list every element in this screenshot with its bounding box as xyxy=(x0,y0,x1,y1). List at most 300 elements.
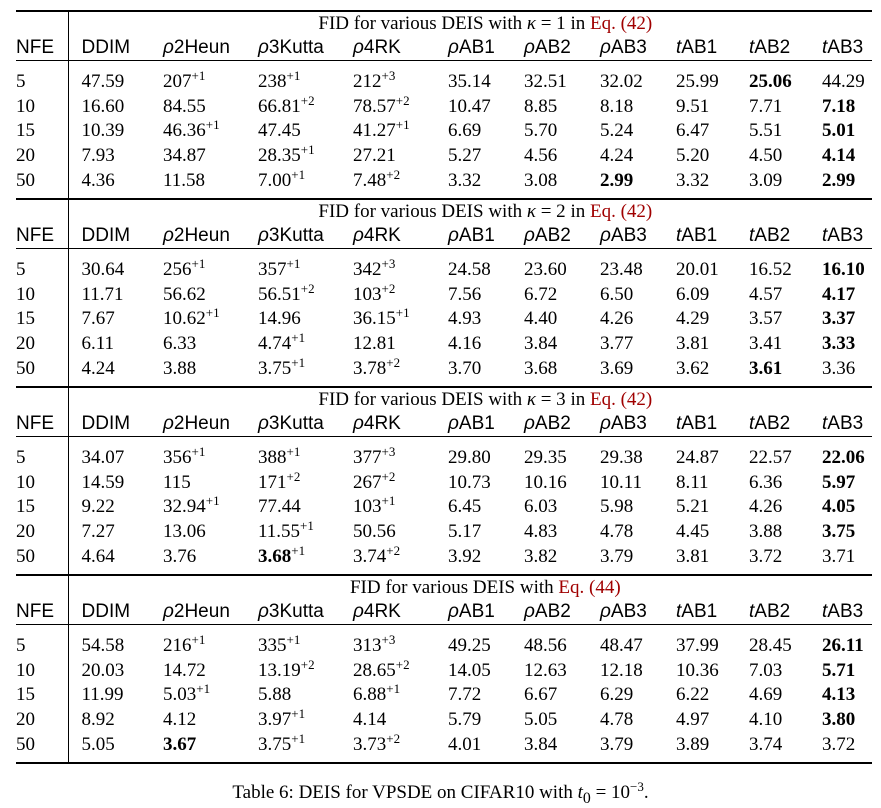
cell-value: 48.56 xyxy=(524,635,567,657)
fid-value xyxy=(68,283,150,308)
fid-value xyxy=(511,708,587,733)
fid-value xyxy=(809,283,872,308)
fid-value xyxy=(809,61,872,95)
column-header-9 xyxy=(736,223,809,249)
cell-superscript: +1 xyxy=(291,705,306,721)
fid-value xyxy=(511,356,587,387)
cell-value: 8.18 xyxy=(600,95,634,117)
fid-value xyxy=(663,659,736,684)
block-title xyxy=(68,199,872,223)
fid-value xyxy=(736,520,809,545)
cell-superscript: +1 xyxy=(395,305,410,321)
column-header-4 xyxy=(340,223,435,249)
fid-value xyxy=(663,624,736,658)
column-symbol: t xyxy=(676,600,682,622)
fid-value xyxy=(736,119,809,144)
cell-value: 6.29 xyxy=(600,684,634,706)
column-symbol: ρ xyxy=(163,600,174,622)
nfe-value xyxy=(16,119,68,144)
column-header-8 xyxy=(663,411,736,437)
deis-results-table xyxy=(16,10,872,764)
cell-superscript: +1 xyxy=(291,354,306,370)
cell-value: 4.29 xyxy=(676,308,710,330)
cell-value: 6.22 xyxy=(676,684,710,706)
cell-value: 3.32 xyxy=(448,169,482,191)
caption-math-var: t xyxy=(577,782,583,803)
cell-value: 267 xyxy=(353,471,382,493)
cell-value: 4.24 xyxy=(600,145,634,167)
cell-value: 4.10 xyxy=(749,708,783,730)
cell-value: 3.84 xyxy=(524,733,558,755)
column-name: AB2 xyxy=(754,600,791,622)
caption-prefix: Table 6: DEIS for VPSDE on CIFAR10 with xyxy=(232,782,578,803)
cell-value: 3.78 xyxy=(353,357,387,379)
cell-value: 3.76 xyxy=(163,545,197,567)
fid-value xyxy=(587,624,663,658)
fid-value xyxy=(736,248,809,282)
column-symbol: t xyxy=(822,412,828,434)
cell-value: 216 xyxy=(163,635,192,657)
nfe-value xyxy=(16,436,68,470)
cell-value: 5.21 xyxy=(676,496,710,518)
column-header-5 xyxy=(435,223,511,249)
cell-value: 6.09 xyxy=(676,283,710,305)
best-value: 3.33 xyxy=(822,333,856,355)
column-header-2 xyxy=(150,35,245,61)
column-name: AB2 xyxy=(754,37,791,58)
fid-value xyxy=(68,544,150,575)
cell-value: 3.81 xyxy=(676,333,710,355)
fid-value xyxy=(663,495,736,520)
cell-value: 4.01 xyxy=(448,733,482,755)
column-header-3 xyxy=(245,223,340,249)
cell-value: 10 xyxy=(16,283,35,305)
title-blank-cell xyxy=(16,11,68,35)
column-name: AB1 xyxy=(458,224,495,246)
cell-value: 14.05 xyxy=(448,659,491,681)
fid-value xyxy=(587,436,663,470)
cell-value: 20.03 xyxy=(81,659,125,681)
cell-value: 11.58 xyxy=(163,169,206,191)
cell-value: 3.79 xyxy=(600,733,634,755)
cell-value: 24.58 xyxy=(448,259,491,281)
cell-value: 3.88 xyxy=(163,357,197,379)
table-row xyxy=(16,61,872,95)
fid-value xyxy=(340,708,435,733)
table-row xyxy=(16,495,872,520)
cell-value: 7.00 xyxy=(258,169,292,191)
cell-value: 36.15 xyxy=(353,308,396,330)
cell-superscript: +1 xyxy=(395,117,410,133)
column-header-5 xyxy=(435,35,511,61)
equation-reference: Eq. (44) xyxy=(558,576,621,598)
fid-value xyxy=(663,732,736,763)
column-name: 3Kutta xyxy=(268,37,324,58)
cell-value: 5 xyxy=(16,447,26,469)
block-title-prefix: FID for various DEIS with xyxy=(318,13,527,34)
column-name: AB2 xyxy=(754,412,791,434)
cell-value: 7.72 xyxy=(448,684,482,706)
cell-value: 14.72 xyxy=(163,659,206,681)
cell-superscript: +1 xyxy=(205,305,220,321)
cell-superscript: +2 xyxy=(381,280,396,296)
fid-value xyxy=(68,307,150,332)
column-symbol: ρ xyxy=(448,37,459,58)
fid-value xyxy=(809,544,872,575)
column-name: 4RK xyxy=(363,224,401,246)
column-name: AB3 xyxy=(610,224,647,246)
cell-value: 4.26 xyxy=(600,308,634,330)
fid-value xyxy=(340,119,435,144)
fid-value xyxy=(150,495,245,520)
cell-value: 3.72 xyxy=(822,733,856,755)
fid-value xyxy=(587,144,663,169)
cell-value: 32.51 xyxy=(524,71,567,93)
cell-value: 171 xyxy=(258,471,287,493)
column-name: AB2 xyxy=(534,412,571,434)
block-title-kappa xyxy=(527,13,566,34)
cell-value: 6.50 xyxy=(600,283,634,305)
fid-value xyxy=(150,708,245,733)
fid-value xyxy=(511,436,587,470)
fid-value xyxy=(663,544,736,575)
fid-value xyxy=(663,248,736,282)
column-symbol: ρ xyxy=(258,224,269,246)
column-symbol: ρ xyxy=(448,600,459,622)
fid-value xyxy=(736,332,809,357)
column-symbol: ρ xyxy=(448,412,459,434)
nfe-value xyxy=(16,520,68,545)
fid-value xyxy=(809,168,872,199)
cell-value: 5.70 xyxy=(524,120,558,142)
cell-superscript: +2 xyxy=(386,354,401,370)
fid-value xyxy=(736,356,809,387)
nfe-value xyxy=(16,248,68,282)
fid-value xyxy=(736,168,809,199)
fid-value xyxy=(245,436,340,470)
best-value: 3.67 xyxy=(163,733,197,755)
fid-value xyxy=(435,283,511,308)
equation-reference: Eq. (42) xyxy=(589,200,653,222)
column-header-1: DDIM xyxy=(68,411,150,437)
cell-value: 9.51 xyxy=(676,95,710,117)
fid-value xyxy=(435,732,511,763)
column-header-9 xyxy=(736,35,809,61)
cell-value: 7.71 xyxy=(749,95,783,117)
cell-value: 377 xyxy=(353,447,382,469)
column-header-1: DDIM xyxy=(68,223,150,249)
fid-value xyxy=(340,656,435,684)
fid-value xyxy=(340,683,435,708)
fid-value xyxy=(511,495,587,520)
fid-value xyxy=(68,61,150,95)
nfe-value xyxy=(16,624,68,658)
cell-value: 44.29 xyxy=(822,71,865,93)
cell-value: 3.69 xyxy=(600,357,634,379)
cell-value: 4.50 xyxy=(749,145,783,167)
best-value: 4.17 xyxy=(822,283,856,305)
column-symbol: ρ xyxy=(258,37,269,58)
cell-superscript: +1 xyxy=(205,493,220,509)
table-row xyxy=(16,436,872,470)
fid-value xyxy=(435,248,511,282)
column-header-6 xyxy=(511,223,587,249)
fid-value xyxy=(736,307,809,332)
cell-value: 20 xyxy=(16,521,35,543)
fid-value xyxy=(340,520,435,545)
cell-superscript: +1 xyxy=(286,444,301,460)
best-value: 16.10 xyxy=(822,259,865,281)
cell-value: 3.74 xyxy=(353,545,387,567)
fid-value xyxy=(150,119,245,144)
nfe-value xyxy=(16,332,68,357)
fid-value xyxy=(511,683,587,708)
column-header-5 xyxy=(435,411,511,437)
fid-value xyxy=(809,95,872,120)
fid-value xyxy=(511,471,587,496)
cell-superscript: +2 xyxy=(300,280,315,296)
column-header-row xyxy=(16,599,872,625)
cell-value: 5 xyxy=(16,71,26,93)
table-row xyxy=(16,248,872,282)
column-name: 3Kutta xyxy=(268,600,324,622)
cell-value: 3.75 xyxy=(258,357,292,379)
cell-value: 10 xyxy=(16,471,35,493)
fid-value xyxy=(150,248,245,282)
column-symbol: ρ xyxy=(353,600,364,622)
cell-value: 35.14 xyxy=(448,71,491,93)
column-symbol: ρ xyxy=(524,37,535,58)
cell-value: 25.99 xyxy=(676,71,719,93)
fid-value xyxy=(511,168,587,199)
fid-value xyxy=(150,307,245,332)
column-name: AB1 xyxy=(458,600,495,622)
table-caption xyxy=(0,779,881,808)
cell-value: 14.59 xyxy=(81,471,125,493)
cell-superscript: +2 xyxy=(395,92,410,108)
column-header-9 xyxy=(736,411,809,437)
column-name: AB1 xyxy=(681,600,718,622)
cell-superscript: +1 xyxy=(286,256,301,272)
cell-value: 5.05 xyxy=(524,708,558,730)
cell-value: 47.59 xyxy=(81,71,125,93)
fid-value xyxy=(736,471,809,496)
column-header-2 xyxy=(150,599,245,625)
fid-value xyxy=(245,656,340,684)
fid-value xyxy=(435,95,511,120)
cell-value: 8.92 xyxy=(81,708,115,730)
fid-value xyxy=(809,144,872,169)
column-symbol: ρ xyxy=(353,412,364,434)
column-symbol: ρ xyxy=(448,224,459,246)
cell-value: 8.11 xyxy=(676,471,709,493)
column-symbol: t xyxy=(676,412,682,434)
cell-value: 4.64 xyxy=(81,545,115,567)
fid-value xyxy=(150,283,245,308)
column-header-6 xyxy=(511,599,587,625)
fid-value xyxy=(68,95,150,120)
fid-value xyxy=(435,119,511,144)
column-symbol: ρ xyxy=(524,412,535,434)
column-header-1: DDIM xyxy=(68,35,150,61)
column-header-6 xyxy=(511,411,587,437)
fid-value xyxy=(736,61,809,95)
table-row xyxy=(16,708,872,733)
column-name: AB2 xyxy=(534,224,571,246)
column-header-3 xyxy=(245,599,340,625)
column-name: 4RK xyxy=(363,412,401,434)
cell-value: 34.07 xyxy=(81,447,125,469)
cell-value: 3.72 xyxy=(749,545,783,567)
cell-superscript: +2 xyxy=(386,166,401,182)
fid-value xyxy=(340,307,435,332)
cell-superscript: +2 xyxy=(381,468,396,484)
fid-value xyxy=(340,495,435,520)
cell-value: 14.96 xyxy=(258,308,301,330)
column-name: 4RK xyxy=(363,600,401,622)
cell-value: 50 xyxy=(16,733,35,755)
fid-value xyxy=(340,732,435,763)
fid-value xyxy=(736,95,809,120)
cell-value: 16.52 xyxy=(749,259,792,281)
column-symbol: ρ xyxy=(353,224,364,246)
cell-value: 13.19 xyxy=(258,659,301,681)
cell-value: 4.45 xyxy=(676,521,710,543)
best-value: 5.01 xyxy=(822,120,856,142)
fid-value xyxy=(245,248,340,282)
column-header-0: NFE xyxy=(16,411,68,437)
nfe-value xyxy=(16,95,68,120)
cell-value: 7.03 xyxy=(749,659,783,681)
cell-value: 10.62 xyxy=(163,308,206,330)
column-symbol: ρ xyxy=(353,37,364,58)
fid-value xyxy=(68,471,150,496)
fid-value xyxy=(663,95,736,120)
fid-value xyxy=(68,624,150,658)
column-header-2 xyxy=(150,411,245,437)
block-title-prefix: FID for various DEIS with xyxy=(349,576,559,598)
fid-value xyxy=(511,520,587,545)
cell-superscript: +3 xyxy=(381,632,396,648)
cell-value: 27.21 xyxy=(353,145,396,167)
table-row xyxy=(16,95,872,120)
fid-value xyxy=(736,144,809,169)
cell-value: 4.78 xyxy=(600,521,634,543)
best-value: 25.06 xyxy=(749,71,792,93)
column-name: AB2 xyxy=(534,600,571,622)
cell-value: 29.35 xyxy=(524,447,567,469)
fid-value xyxy=(663,683,736,708)
caption-suffix: . xyxy=(643,782,649,803)
table-row xyxy=(16,683,872,708)
column-symbol: t xyxy=(676,37,682,58)
cell-value: 3.57 xyxy=(749,308,783,330)
block-title-mid: in xyxy=(565,13,590,34)
block-title-prefix: FID for various DEIS with xyxy=(318,388,527,410)
fid-value xyxy=(340,436,435,470)
column-symbol: ρ xyxy=(600,412,611,434)
cell-value: 6.47 xyxy=(676,120,710,142)
fid-value xyxy=(587,119,663,144)
cell-value: 6.88 xyxy=(353,684,387,706)
cell-value: 3.82 xyxy=(524,545,558,567)
fid-value xyxy=(511,307,587,332)
cell-value: 11.55 xyxy=(258,521,301,543)
column-symbol: t xyxy=(822,600,828,622)
block-title-prefix: FID for various DEIS with xyxy=(318,200,527,222)
cell-value: 4.26 xyxy=(749,496,783,518)
fid-value xyxy=(340,168,435,199)
column-symbol: t xyxy=(749,37,755,58)
fid-value xyxy=(245,61,340,95)
column-symbol: t xyxy=(749,224,755,246)
fid-value xyxy=(68,144,150,169)
fid-value xyxy=(663,119,736,144)
column-header-8 xyxy=(663,223,736,249)
cell-superscript: +1 xyxy=(191,632,206,648)
fid-value xyxy=(809,436,872,470)
cell-value: 12.18 xyxy=(600,659,643,681)
cell-value: 6.33 xyxy=(163,333,197,355)
fid-value xyxy=(68,119,150,144)
cell-value: 4.78 xyxy=(600,708,634,730)
column-name: 4RK xyxy=(363,37,401,58)
fid-value xyxy=(587,520,663,545)
fid-value xyxy=(587,356,663,387)
column-name: AB1 xyxy=(681,37,718,58)
column-name: AB3 xyxy=(827,37,864,58)
fid-value xyxy=(435,624,511,658)
fid-value xyxy=(663,144,736,169)
best-value: 3.80 xyxy=(822,708,856,730)
cell-value: 4.93 xyxy=(448,308,482,330)
cell-value: 342 xyxy=(353,259,382,281)
cell-value: 5.88 xyxy=(258,684,292,706)
column-name: AB3 xyxy=(610,600,647,622)
cell-value: 212 xyxy=(353,71,382,93)
fid-value xyxy=(587,307,663,332)
fid-value xyxy=(150,544,245,575)
cell-value: 12.81 xyxy=(353,333,396,355)
fid-value xyxy=(245,119,340,144)
fid-value xyxy=(245,144,340,169)
cell-value: 3.09 xyxy=(749,169,783,191)
best-value: 2.99 xyxy=(600,169,634,191)
block-title-mid: in xyxy=(565,200,590,222)
equation-reference: Eq. (42) xyxy=(589,13,653,34)
fid-value xyxy=(435,168,511,199)
cell-superscript: +2 xyxy=(386,730,401,746)
cell-value: 28.35 xyxy=(258,145,301,167)
fid-value xyxy=(736,708,809,733)
fid-value xyxy=(68,436,150,470)
cell-value: 6.67 xyxy=(524,684,558,706)
cell-value: 50 xyxy=(16,357,35,379)
fid-value xyxy=(809,520,872,545)
column-name: AB3 xyxy=(827,224,864,246)
cell-value: 16.60 xyxy=(81,95,125,117)
fid-value xyxy=(663,168,736,199)
fid-value xyxy=(340,468,435,496)
nfe-value xyxy=(16,356,68,387)
fid-value xyxy=(435,520,511,545)
cell-value: 11.71 xyxy=(81,283,124,305)
cell-value: 46.36 xyxy=(163,120,206,142)
cell-value: 256 xyxy=(163,259,192,281)
fid-value xyxy=(511,95,587,120)
cell-value: 84.55 xyxy=(163,95,206,117)
fid-value xyxy=(340,61,435,95)
